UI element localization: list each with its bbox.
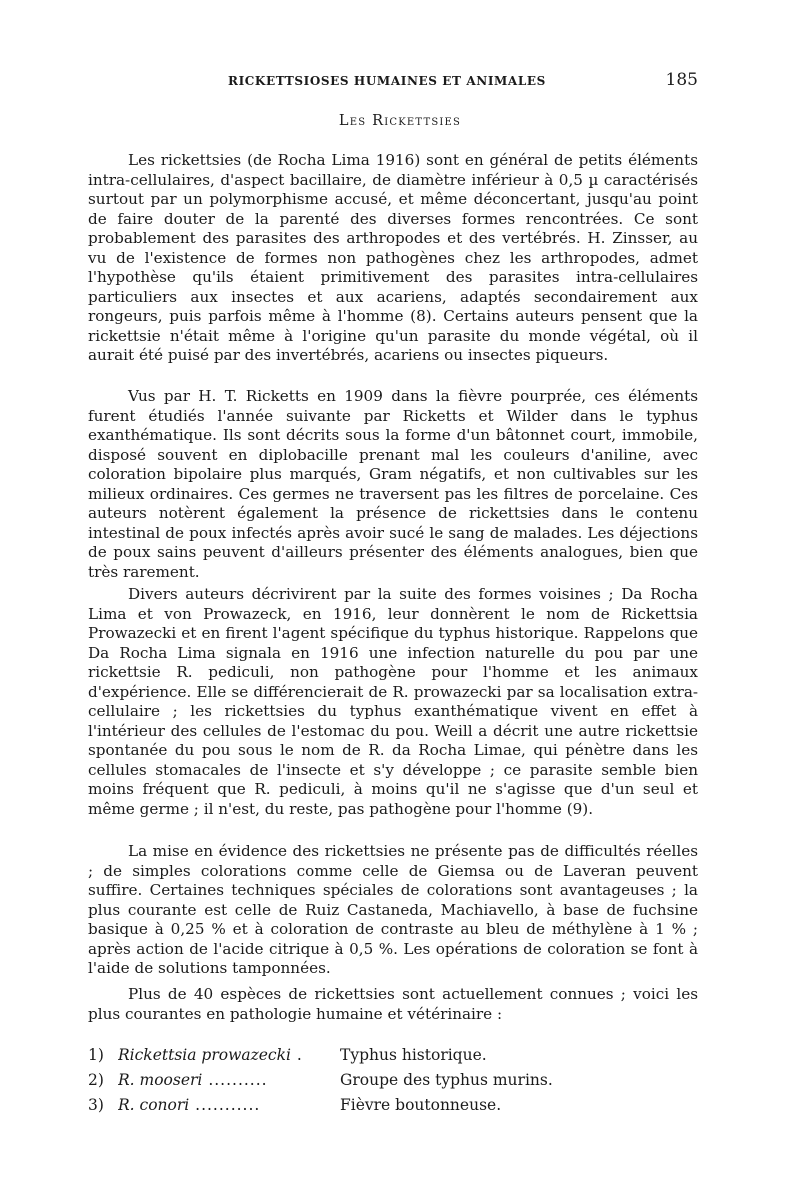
- species-name: Rickettsia prowazecki: [118, 1046, 291, 1064]
- leader-dots: ..........: [202, 1071, 268, 1089]
- species-description: Groupe des typhus murins.: [340, 1071, 553, 1089]
- species-item: [88, 1093, 698, 1118]
- leader-dots: .: [290, 1046, 303, 1064]
- species-name-cell: [118, 1068, 340, 1093]
- species-item: [88, 1068, 698, 1093]
- species-list: [88, 1043, 698, 1118]
- species-description: Typhus historique.: [340, 1046, 487, 1064]
- paragraph-5: [88, 985, 698, 1024]
- species-number: 1): [88, 1046, 104, 1064]
- running-header-title: RICKETTSIOSES HUMAINES ET ANIMALES: [228, 74, 546, 88]
- paragraph-text: Vus par H. T. Ricketts en 1909 dans la fièvre pourprée, ces éléments furent étudiés l'année suivante par Ricketts et Wilder dans le typhus exanthématique. Ils sont décrits sous la forme d'un bâtonnet court, immobile, disposé souvent en diplobacille prenant mal les couleurs d'aniline, avec coloration bipolaire plus marqués, Gram négatifs, et non cultivables sur les milieux ordinaires. Ces germes ne traversent pas les filtres de porcelaine. Ces auteurs notèrent également la présence de rickettsies dans le contenu intestinal de poux infectés après avoir sucé le sang de malades. Les déjections de poux sains peuvent d'ailleurs présenter des éléments analogues, bien que très rarement.: [88, 387, 698, 581]
- page-number: 185: [665, 70, 698, 90]
- paragraph-text: Plus de 40 espèces de rickettsies sont actuellement connues ; voici les plus courantes en pathologie humaine et vétérinaire :: [88, 985, 698, 1023]
- leader-dots: ...........: [189, 1096, 261, 1114]
- paragraph-text: Divers auteurs décrivirent par la suite des formes voisines ; Da Rocha Lima et von Prowazeck, en 1916, leur donnèrent le nom de Rickettsia Prowazecki et en firent l'agent spécifique du typhus historique. Rappelons que Da Rocha Lima signala en 1916 une infection naturelle du pou par une rickettsie R. pediculi, non pathogène pour l'homme et les animaux d'expérience. Elle se différencierait de R. prowazecki par sa localisation extra-cellulaire ; les rickettsies du typhus exanthématique vivent en effet à l'intérieur des cellules de l'estomac du pou. Weill a décrit une autre rickettsie spontanée du pou sous le nom de R. da Rocha Limae, qui pénètre dans les cellules stomacales de l'insecte et s'y développe ; ce parasite semble bien moins fréquent que R. pediculi, à moins qu'il ne s'agisse que d'un seul et même germe ; il n'est, du reste, pas pathogène pour l'homme (9).: [88, 585, 698, 818]
- species-number: 3): [88, 1096, 104, 1114]
- species-item: [88, 1043, 698, 1068]
- paragraph-text: La mise en évidence des rickettsies ne présente pas de difficultés réelles ; de simples colorations comme celle de Giemsa ou de Laveran peuvent suffire. Certaines techniques spéciales de colorations sont avantageuses ; la plus courante est celle de Ruiz Castaneda, Machiavello, à base de fuchsine basique à 0,25 % et à coloration de contraste au bleu de méthylène à 1 % ; après action de l'acide citrique à 0,5 %. Les opérations de coloration se font à l'aide de solutions tamponnées.: [88, 842, 698, 977]
- paragraph-2: [88, 387, 698, 582]
- paragraph-1: [88, 151, 698, 366]
- paragraph-3: [88, 585, 698, 819]
- species-name-cell: [118, 1043, 340, 1068]
- paragraph-text: Les rickettsies (de Rocha Lima 1916) sont en général de petits éléments intra-cellulaires, d'aspect bacillaire, de diamètre inférieur à 0,5 µ caractérisés surtout par un polymorphisme accusé, et même déconcertant, jusqu'au point de faire douter de la parenté des diverses formes rencontrées. Ce sont probablement des parasites des arthropodes et des vertébrés. H. Zinsser, au vu de l'existence de formes non pathogènes chez les arthropodes, admet l'hypothèse qu'ils étaient primitivement des parasites intra-cellulaires particuliers aux insectes et aux acariens, adaptés secondairement aux rongeurs, puis parfois même à l'homme (8). Certains auteurs pensent que la rickettsie n'était même à l'origine qu'un parasite du monde végétal, où il aurait été puisé par des invertébrés, acariens ou insectes piqueurs.: [88, 151, 698, 364]
- species-description: Fièvre boutonneuse.: [340, 1096, 502, 1114]
- paragraph-4: [88, 842, 698, 979]
- running-header: [88, 70, 698, 94]
- species-number: 2): [88, 1071, 104, 1089]
- section-title: Les Rickettsies: [338, 113, 462, 129]
- species-name-cell: [118, 1093, 340, 1118]
- species-name: R. conori: [118, 1096, 190, 1114]
- species-name: R. mooseri: [118, 1071, 203, 1089]
